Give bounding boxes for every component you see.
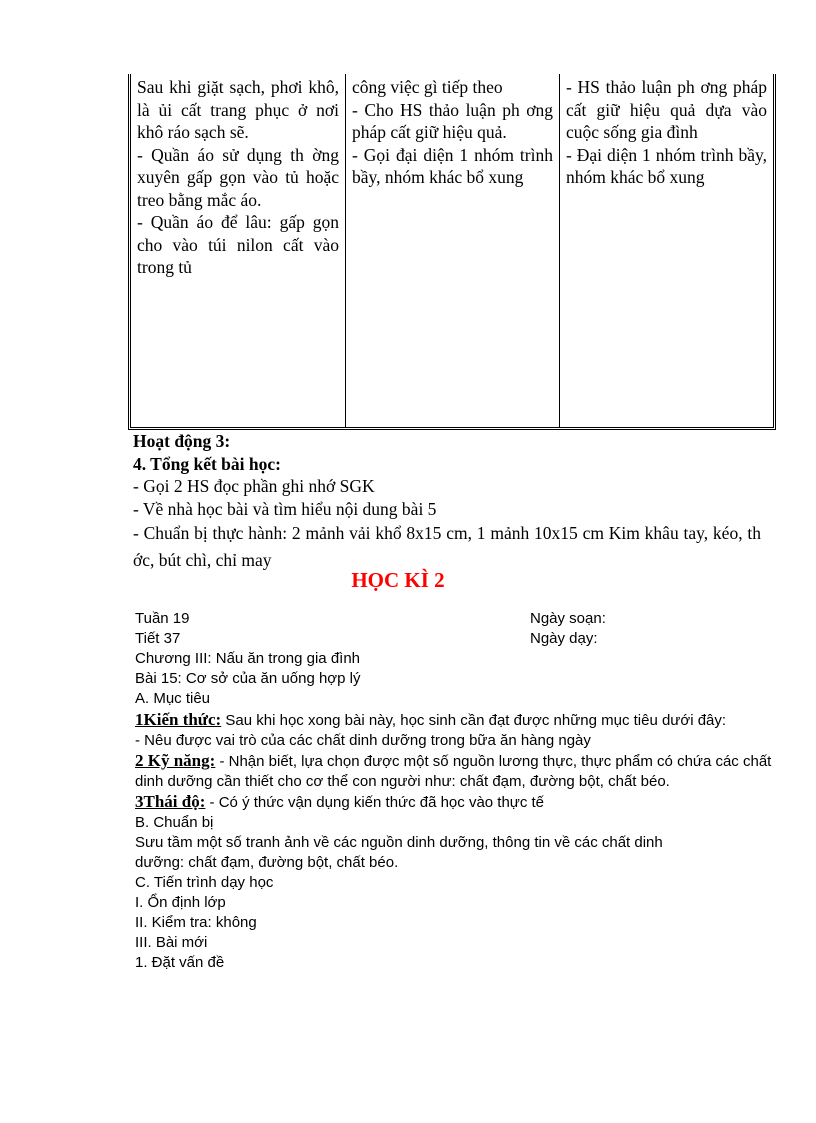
table-cell-text: - Đại diện 1 nhóm trình bầy, nhóm khác bổ xung	[566, 144, 767, 187]
section-procedure: C. Tiến trình dạy học	[135, 874, 274, 891]
date-prepared: Ngày soạn:	[530, 610, 606, 627]
section-objectives: A. Mục tiêu	[135, 690, 211, 707]
knowledge-item: - Nêu được vai trò của các chất dinh dưỡng trong bữa ăn hàng ngày	[135, 732, 591, 749]
activity-heading: Hoạt động 3:	[133, 431, 231, 451]
table-cell-text: - HS thảo luận ph ơng pháp cất giữ hiệu quả dựa vào cuộc sống gia đình	[566, 77, 767, 142]
chapter-title: Chương III: Nấu ăn trong gia đình	[135, 650, 361, 667]
lesson-body	[135, 710, 775, 973]
semester-title: HỌC KÌ 2	[351, 568, 445, 592]
knowledge-paragraph	[135, 710, 775, 731]
procedure-step: III. Bài mới	[135, 934, 208, 951]
activity-summary	[133, 430, 761, 574]
table-cell-text: công việc gì tiếp theo	[352, 77, 503, 97]
table-col-teacher	[346, 74, 560, 427]
table-cell-text: - Quần áo sử dụng th ờng xuyên gấp gọn vào tủ hoặc treo bằng mắc áo.	[137, 144, 339, 210]
lesson-title: Bài 15: Cơ sở của ăn uống hợp lý	[135, 670, 361, 687]
period-label: Tiết 37	[135, 630, 181, 647]
table-cell-text: - Cho HS thảo luận ph ơng pháp cất giữ hiệu quả.	[352, 99, 553, 142]
skill-text: - Nhận biết, lựa chọn được một số nguồn lương thực, thực phẩm có chứa các chất dinh dưỡng cần thiết cho cơ thể con người như: chất đạm, đường bột, chất béo.	[135, 753, 772, 790]
table-col-student	[560, 74, 773, 427]
activity-item: - Chuẩn bị thực hành: 2 mảnh vải khổ 8x15 cm, 1 mảnh 10x15 cm Kim khâu tay, kéo, th ớc, bút chì, chỉ may	[133, 523, 761, 570]
attitude-paragraph	[135, 792, 775, 813]
table-col-content	[131, 74, 346, 427]
date-taught: Ngày dạy:	[530, 630, 598, 647]
week-label: Tuần 19	[135, 610, 190, 627]
attitude-text: - Có ý thức vận dụng kiến thức đã học vào thực tế	[205, 794, 545, 811]
lesson-header-left	[135, 609, 360, 709]
activity-table	[128, 74, 776, 430]
procedure-step: II. Kiểm tra: không	[135, 914, 257, 931]
activity-item: - Gọi 2 HS đọc phần ghi nhớ SGK	[133, 476, 375, 496]
activity-subheading: 4. Tổng kết bài học:	[133, 453, 281, 474]
knowledge-label: 1Kiến thức:	[135, 710, 222, 729]
section-preparation: B. Chuẩn bị	[135, 814, 214, 831]
activity-item: - Về nhà học bài và tìm hiểu nội dung bài 5	[133, 498, 437, 519]
skill-label: 2 Kỹ năng:	[135, 751, 216, 770]
table-cell-text: - Quần áo để lâu: gấp gọn cho vào túi nilon cất vào trong tủ	[137, 212, 339, 277]
attitude-label: 3Thái độ:	[135, 792, 206, 811]
table-cell-text: Sau khi giặt sạch, phơi khô, là ủi cất trang phục ở nơi khô ráo sạch sẽ.	[137, 77, 339, 142]
procedure-step: 1. Đặt vấn đề	[135, 954, 225, 971]
procedure-step: I. Ổn định lớp	[135, 894, 226, 911]
knowledge-text: Sau khi học xong bài này, học sinh cần đạt được những mục tiêu dưới đây:	[221, 712, 727, 729]
table-cell-text: - Gọi đại diện 1 nhóm trình bầy, nhóm khác bổ xung	[352, 144, 553, 187]
preparation-text: Sưu tầm một số tranh ảnh về các nguồn dinh dưỡng, thông tin về các chất dinh dưỡng: chất đạm, đường bột, chất béo.	[135, 834, 663, 871]
lesson-header-right	[530, 609, 606, 649]
skill-paragraph	[135, 751, 775, 792]
